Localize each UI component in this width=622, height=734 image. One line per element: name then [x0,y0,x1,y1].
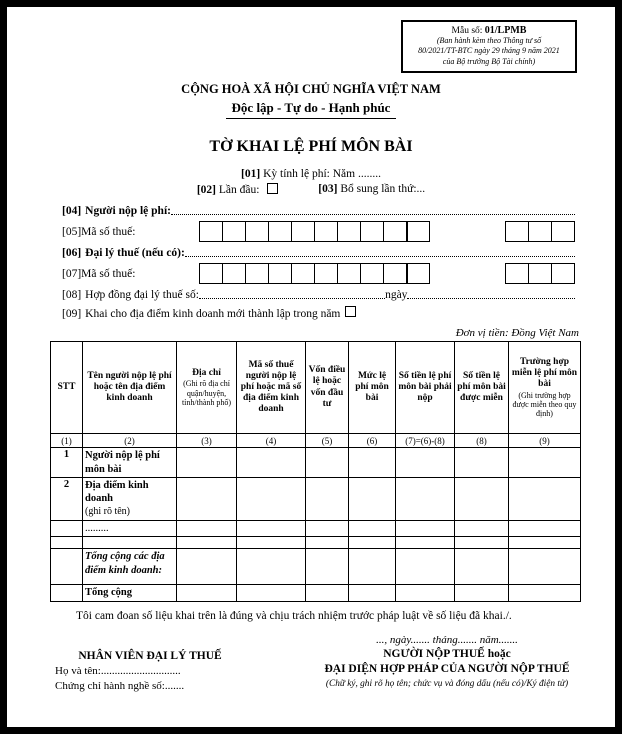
table-cell[interactable] [349,585,396,601]
column-number: (2) [83,434,177,448]
taxpayer-tax-id-field [62,221,575,242]
signature-instruction-note: (Chữ ký, ghi rõ họ tên; chức vụ và đóng dấu (nếu có)/Ký điện tử) [325,678,569,689]
form-number-label: Mẫu số: [451,26,483,36]
table-cell[interactable] [237,537,306,549]
table-cell[interactable] [177,537,237,549]
tax-id-cell[interactable] [314,221,338,242]
field-09-label: Khai cho địa điểm kinh doanh mới thành lập trong năm [85,308,341,321]
table-cell[interactable] [396,585,455,601]
field-03-number: [03] [318,183,338,196]
field-07-label: Mã số thuế: [81,267,136,280]
row-label: Địa điểm kinh doanh (ghi rõ tên) [83,478,177,521]
table-cell[interactable] [455,478,509,521]
agent-staff-certificate-line: Chứng chỉ hành nghề số:....... [55,679,185,692]
table-cell[interactable] [455,549,509,585]
tax-id-cell[interactable] [383,221,407,242]
table-row-taxpayer [51,448,581,478]
column-header-stt: STT [51,342,83,434]
taxpayer-info-section [62,205,575,320]
tax-id-cell[interactable] [337,221,361,242]
table-cell[interactable] [349,549,396,585]
taxpayer-name-field [62,205,575,217]
agent-staff-title: NHÂN VIÊN ĐẠI LÝ THUẾ [78,649,222,662]
field-07-number: [07] [62,267,82,280]
column-number: (6) [349,434,396,448]
table-cell[interactable] [306,549,349,585]
row-label: Tổng cộng [83,585,177,601]
field-01-label: Kỳ tính lệ phí: Năm ........ [263,168,381,181]
column-header-fee-exempt: Số tiền lệ phí môn bài được miễn [455,342,509,434]
signature-date-line: ..., ngày....... tháng....... năm....... [376,633,518,646]
tax-id-cell[interactable] [505,221,529,242]
new-business-checkbox[interactable] [345,306,356,317]
table-cell[interactable] [455,537,509,549]
tax-id-cell[interactable] [314,263,338,284]
tax-period-field [7,168,615,180]
table-cell[interactable] [509,520,581,536]
table-cell[interactable] [306,537,349,549]
table-cell[interactable] [509,537,581,549]
tax-id-cell[interactable] [199,221,223,242]
tax-id-cell[interactable] [360,221,384,242]
column-number: (8) [455,434,509,448]
tax-id-cell[interactable] [245,263,269,284]
new-business-field [62,306,575,320]
agent-staff-name-line: Họ và tên:............................. [55,665,181,678]
table-cell[interactable] [306,520,349,536]
agent-contract-field [62,289,575,301]
tax-id-cell[interactable] [222,221,246,242]
field-09-number: [09] [62,308,82,321]
field-02-number: [02] [196,184,216,197]
tax-id-cell[interactable] [337,263,361,284]
table-row-total [51,585,581,601]
table-cell[interactable] [509,585,581,601]
row-label: ......... [83,520,177,536]
form-number-note-line3: của Bộ trưởng Bộ Tài chính) [442,56,536,66]
table-cell[interactable] [349,520,396,536]
column-header-capital: Vốn điều lệ hoặc vốn đầu tư [306,342,349,434]
form-number-code: 01/LPMB [484,25,527,36]
table-cell[interactable] [509,478,581,521]
tax-id-cell[interactable] [222,263,246,284]
table-row-business-location [51,478,581,521]
table-row-dots [51,520,581,536]
column-number: (9) [509,434,581,448]
table-cell[interactable] [349,448,396,478]
table-cell[interactable] [306,585,349,601]
contract-date-input-line[interactable] [407,296,575,299]
column-number: (4) [237,434,306,448]
column-number-row [51,434,581,448]
tax-agent-field [62,247,575,259]
table-cell[interactable] [177,585,237,601]
table-cell[interactable] [509,448,581,478]
tax-id-cell[interactable] [245,221,269,242]
tax-agent-input-line[interactable] [185,254,575,257]
row-label [83,537,177,549]
row-label: Người nộp lệ phí môn bài [83,448,177,478]
table-cell[interactable] [237,549,306,585]
table-cell[interactable] [509,549,581,585]
column-number: (1) [51,434,83,448]
table-cell[interactable] [237,520,306,536]
table-cell[interactable] [177,478,237,521]
tax-id-cell[interactable] [528,221,552,242]
field-06-label: Đại lý thuế (nếu có): [85,247,185,260]
tax-id-cell[interactable] [528,263,552,284]
tax-id-cell[interactable] [383,263,407,284]
table-cell[interactable] [237,448,306,478]
table-cell[interactable] [237,478,306,521]
taxpayer-sign-title: NGƯỜI NỘP THUẾ hoặc [383,647,511,660]
tax-id-cell[interactable] [406,221,430,242]
field-08-number: [08] [62,289,82,302]
taxpayer-sign-block [295,633,599,694]
column-header-fee-payable: Số tiền lệ phí môn bài phải nộp [396,342,455,434]
table-row-empty [51,537,581,549]
column-header-fee-level: Mức lệ phí môn bài [349,342,396,434]
tax-id-cell[interactable] [268,263,292,284]
national-motto-wrap [7,99,615,119]
table-cell[interactable] [177,549,237,585]
table-cell[interactable] [177,448,237,478]
field-03-label: Bổ sung lần thứ:... [340,183,426,196]
table-cell[interactable] [177,520,237,536]
field-05-label: Mã số thuế: [81,225,136,238]
tax-id-cell[interactable] [291,221,315,242]
tax-id-cell[interactable] [551,263,575,284]
tax-id-cell[interactable] [291,263,315,284]
form-title: TỜ KHAI LỆ PHÍ MÔN BÀI [209,138,413,156]
row-label: Tổng cộng các địa điểm kinh doanh: [83,549,177,585]
supplement-field [318,183,425,196]
form-number-box [401,20,577,73]
first-time-field [197,183,278,196]
row-index [51,549,83,585]
tax-id-group-main [199,221,430,242]
table-cell[interactable] [349,537,396,549]
declaration-text: Tôi cam đoan số liệu khai trên là đúng và chịu trách nhiệm trước pháp luật về số liệu đã khai./. [76,609,512,622]
tax-id-group-branch [505,221,575,242]
form-number-note-line2: 80/2021/TT-BTC ngày 29 tháng 9 năm 2021 [418,46,560,56]
tax-id-cell[interactable] [199,263,223,284]
table-cell[interactable] [455,448,509,478]
tax-id-cell[interactable] [406,263,430,284]
tax-id-cell[interactable] [505,263,529,284]
column-number: (3) [177,434,237,448]
first-time-checkbox[interactable] [267,183,278,194]
table-cell[interactable] [237,585,306,601]
table-cell[interactable] [349,478,396,521]
table-header-row [51,342,581,434]
table-cell[interactable] [396,549,455,585]
table-cell[interactable] [396,537,455,549]
fee-table [50,341,581,601]
row-sublabel: (ghi rõ tên) [85,505,130,517]
form-number-note-line1: (Ban hành kèm theo Thông tư số [436,36,542,45]
contract-number-input-line[interactable] [199,296,385,299]
column-header-name: Tên người nộp lệ phí hoặc tên địa điểm kinh doanh [83,342,177,434]
table-row-subtotal [51,549,581,585]
declaration-type-row [7,183,615,196]
table-cell[interactable] [396,520,455,536]
column-header-address: Địa chỉ (Ghi rõ địa chỉ quận/huyện, tỉnh/thành phố) [177,342,237,434]
field-08-label: Hợp đồng đại lý thuế số: [85,289,199,302]
currency-note: Đơn vị tiền: Đồng Việt Nam [455,327,579,340]
table-cell[interactable] [396,448,455,478]
agent-tax-id-field [62,263,575,284]
field-06-number: [06] [62,247,82,260]
agent-tax-id-group-main [199,263,430,284]
field-08-date-label: ngày [385,289,408,302]
row-index: 2 [51,478,83,521]
column-header-exempt-case: Trường hợp miễn lệ phí môn bài (Ghi trường hợp được miễn theo quy định) [509,342,581,434]
column-number: (7)=(6)-(8) [396,434,455,448]
national-motto: Độc lập - Tự do - Hạnh phúc [226,100,397,119]
table-cell[interactable] [455,520,509,536]
agent-tax-id-group-branch [505,263,575,284]
field-05-number: [05] [62,225,82,238]
signature-section [55,633,599,694]
row-index [51,537,83,549]
field-01-number: [01] [241,168,261,181]
table-cell[interactable] [396,478,455,521]
row-index: 1 [51,448,83,478]
agent-staff-block [55,649,245,694]
legal-representative-title: ĐẠI DIỆN HỢP PHÁP CỦA NGƯỜI NỘP THUẾ [324,662,570,675]
table-cell[interactable] [455,585,509,601]
field-02-label: Lần đầu: [218,184,260,197]
field-04-label: Người nộp lệ phí: [85,205,171,218]
table-cell[interactable] [306,478,349,521]
table-cell[interactable] [306,448,349,478]
tax-id-cell[interactable] [360,263,384,284]
tax-id-cell[interactable] [551,221,575,242]
country-name: CỘNG HOÀ XÃ HỘI CHỦ NGHĨA VIỆT NAM [181,82,441,97]
row-index [51,585,83,601]
tax-id-cell[interactable] [268,221,292,242]
field-04-number: [04] [62,205,82,218]
column-header-tax-id: Mã số thuế người nộp lệ phí hoặc mã số địa điểm kinh doanh [237,342,306,434]
column-number: (5) [306,434,349,448]
row-index [51,520,83,536]
taxpayer-name-input-line[interactable] [171,212,575,215]
